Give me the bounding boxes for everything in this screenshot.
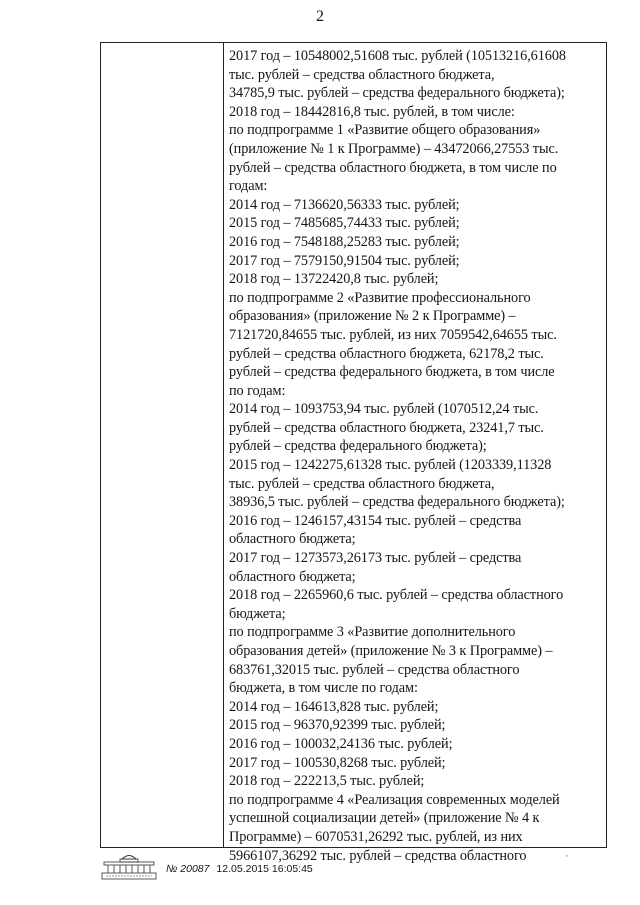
text-line: рублей – средства областного бюджета, 23241,7 тыс.: [229, 419, 544, 436]
stamp-number: № 20087: [166, 863, 210, 875]
text-line: 2017 год – 100530,8268 тыс. рублей;: [229, 754, 446, 771]
text-line: 7121720,84655 тыс. рублей, из них 7059542,64655 тыс.: [229, 326, 557, 343]
text-line: 2016 год – 100032,24136 тыс. рублей;: [229, 735, 453, 752]
text-line: рублей – средства областного бюджета, 62178,2 тыс.: [229, 345, 544, 362]
text-line: по подпрограмме 2 «Развитие профессионального: [229, 289, 531, 306]
text-line: 5966107,36292 тыс. рублей – средства областного: [229, 847, 527, 864]
text-line: 2014 год – 164613,828 тыс. рублей;: [229, 698, 439, 715]
text-line: образования детей» (приложение № 3 к Программе) –: [229, 643, 553, 659]
page-number: 2: [316, 8, 324, 25]
text-line: 2016 год – 1246157,43154 тыс. рублей – средства: [229, 512, 522, 529]
text-line: успешной социализации детей» (приложение № 4 к: [229, 810, 540, 827]
text-line: 38936,5 тыс. рублей – средства федерального бюджета);: [229, 494, 565, 511]
document-footer: [100, 851, 500, 881]
government-building-seal-icon: [100, 851, 158, 881]
program-table: [100, 42, 607, 864]
text-line: рублей – средства федерального бюджета, в том числе: [229, 364, 555, 381]
text-line: по подпрограмме 1 «Развитие общего образования»: [229, 122, 541, 139]
text-line: 2017 год – 1273573,26173 тыс. рублей – средства: [229, 550, 522, 567]
text-line: 2014 год – 1093753,94 тыс. рублей (1070512,24 тыс.: [229, 401, 539, 418]
stamp-datetime: 12.05.2015 16:05:45: [216, 863, 313, 875]
text-line: тыс. рублей – средства областного бюджета,: [229, 66, 495, 83]
text-line: 2018 год – 222213,5 тыс. рублей;: [229, 773, 425, 790]
margin-mark: ·: [565, 850, 569, 862]
text-line: 2016 год – 7548188,25283 тыс. рублей;: [229, 233, 460, 250]
text-line: по годам:: [229, 382, 286, 399]
text-line: годам:: [229, 178, 268, 195]
text-line: 2015 год – 7485685,74433 тыс. рублей;: [229, 215, 460, 232]
text-line: рублей – средства областного бюджета, в том числе по: [229, 159, 557, 176]
text-line: 2017 год – 10548002,51608 тыс. рублей (10513216,61608: [229, 48, 566, 64]
text-line: областного бюджета;: [229, 568, 356, 585]
text-line: по подпрограмме 3 «Развитие дополнительного: [229, 624, 516, 641]
text-line: 34785,9 тыс. рублей – средства федерального бюджета);: [229, 85, 565, 102]
text-line: 683761,32015 тыс. рублей – средства областного: [229, 661, 520, 678]
text-line: по подпрограмме 4 «Реализация современных моделей: [229, 791, 560, 808]
text-line: бюджета, в том числе по годам:: [229, 680, 418, 697]
text-line: областного бюджета;: [229, 531, 356, 548]
text-line: тыс. рублей – средства областного бюджета,: [229, 475, 495, 492]
text-line: 2018 год – 13722420,8 тыс. рублей;: [229, 271, 439, 288]
text-line: 2018 год – 2265960,6 тыс. рублей – средства областного: [229, 587, 564, 604]
column-divider: [223, 43, 224, 847]
text-line: (приложение № 1 к Программе) – 43472066,27553 тыс.: [229, 140, 559, 157]
text-line: 2017 год – 7579150,91504 тыс. рублей;: [229, 252, 460, 269]
funding-text-cell: [229, 47, 603, 865]
text-line: 2018 год – 18442816,8 тыс. рублей, в том числе:: [229, 103, 515, 120]
text-line: бюджета;: [229, 605, 286, 622]
text-line: образования» (приложение № 2 к Программе) –: [229, 308, 516, 325]
text-line: рублей – средства федерального бюджета);: [229, 438, 487, 455]
text-line: 2015 год – 1242275,61328 тыс. рублей (1203339,11328: [229, 457, 552, 474]
text-line: Программе) – 6070531,26292 тыс. рублей, из них: [229, 828, 523, 845]
document-registration-stamp: [166, 863, 313, 875]
text-line: 2014 год – 7136620,56333 тыс. рублей;: [229, 196, 460, 213]
text-line: 2015 год – 96370,92399 тыс. рублей;: [229, 717, 446, 734]
